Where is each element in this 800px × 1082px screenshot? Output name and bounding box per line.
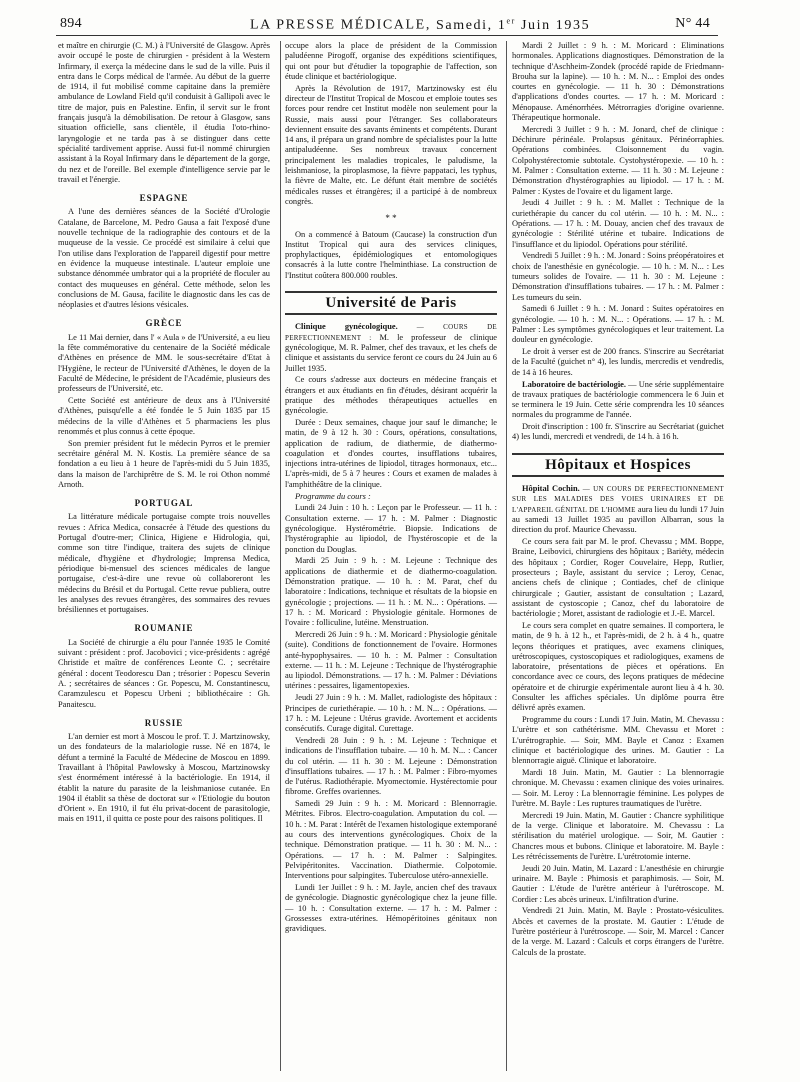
paragraph: Droit d'inscription : 100 fr. S'inscrire au Secrétariat (guichet 4) les lundi, mercredi et vendredi, de 14 h. à 16 h. (512, 422, 724, 442)
paragraph-lead: Hôpital Cochin. — UN COURS DE PERFECTIONNEMENT SUR LES MALADIES DES VOIES URINAIRES ET DE L'APPAREIL GÉNITAL DE L'HOMME aura lieu du lundi 17 Juin au samedi 13 Juillet 1935 au pavillon Albarran, sous la direction du prof. Maurice Chevassu. (512, 484, 724, 535)
paragraph: Lundi 1er Juillet : 9 h. : M. Jayle, ancien chef des travaux de gynécologie. Diagnostic gynécologique chez la jeune fille. — 10 h. : Consultation externe. — 17 h. : M. Palmer : Grossesses extra-utérines. Hémopéritoines génitaux non gravidiques. (285, 883, 497, 934)
paragraph: Lundi 24 Juin : 10 h. : Leçon par le Professeur. — 11 h. : Consultation externe. — 17 h. : M. Palmer : Diagnostic gynécologique. Hystérométrie. Biopsie. Indications de l'hystérographie au lipiodol, de l'hystéroscopie et de la ponction du Douglas. (285, 503, 497, 554)
page-header (60, 14, 710, 34)
paragraph: Mardi 25 Juin : 9 h. : M. Lejeune : Technique des applications de diathermie et de diathermo-coagulation. Démonstration pratique. — 10 h. : M. Parat, chef du laboratoire : Indications, technique et résultats de la biopsie en gynécologie ; projections. — 11 h. : M. N... : Opérations. — 17 h. : M. Moricard : Physiologie génitale. Hormones de l'ovaire : folliculine, lutéine. Menstruation. (285, 556, 497, 628)
programme-label: Programme du cours : (295, 491, 371, 501)
paragraph: Le droit à verser est de 200 francs. S'inscrire au Secrétariat de la Faculté (guichet n° 4), les lundis, mercredis et vendredis, de 14 à 16 heures. (512, 347, 724, 377)
paragraph: A l'une des dernières séances de la Société d'Urologie Catalane, de Barcelone, M. Pedro Gausa a fait l'exposé d'une nouvelle technique de la radiographie des contours et de la muqueuse de la vessie. Ce procédé est similaire à celui que l'on utilise dans l'exploration de l'appareil digestif pour mettre en évidence la muqueuse intestinale. L'auteur emploie une substance dénommée umbrator qui a la propriété de floculer au contact des muqueuses en général. Cette méthode, selon les conclusions de M. Gausa, facilite le diagnostic dans les cas de néoplasies et d'autres lésions vésicales. (58, 207, 270, 310)
paragraph: Le 11 Mai dernier, dans l' « Aula » de l'Université, a eu lieu la fête commémorative du centenaire de la Société médicale d'Athènes en présence de MM. le sous-secrétaire d'Etat à l'Hygiène, le recteur de l'Université d'Athènes, le doyen de la Faculté de Médecine, le président de l'Académie, plusieurs des professeurs de l'Université, etc. (58, 332, 270, 394)
section-title-hopitaux: Hôpitaux et Hospices (512, 453, 724, 477)
paragraph: occupe alors la place de président de la Commission paludéenne Pirogoff, organise des expéditions scientifiques, qui ont pour but d'étudier la topographie de l'affection, son étude clinique et bactériologique. (285, 41, 497, 81)
paragraph: Mercredi 19 Juin. Matin, M. Gautier : Chancre syphilitique de la verge. Clinique et laboratoire. M. Chevassu : La stérilisation du matériel urologique. — Soir, M. Gautier : Chancres mous et bubons. Clinique et laboratoire. M. Bayle : Les rétrécissements de l'urètre. L'urétrotomie interne. (512, 810, 724, 861)
paragraph: Jeudi 27 Juin : 9 h. : M. Mallet, radiologiste des hôpitaux : Principes de curiethérapie. — 10 h. : M. N... : Opérations. — 17 h. : M. Lejeune : Utérus gravide. Avortement et accidents consécutifs. Curage digital. Curettage. (285, 693, 497, 734)
paragraph: Ce cours sera fait par M. le prof. Chevassu ; MM. Boppe, Braine, Leibovici, chirurgiens des hôpitaux ; Bariéty, médecin des hôpitaux ; Cordier, Roger Couvelaire, Hepp, Rutlier, prosecteurs ; Bayle, assistant du service ; Leroy, Cenac, anciens chefs de clinique ; Contiades, chef de clinique chirurgicale ; Gautier, assistant de consultation ; Lazard, assistant de cystoscopie ; Canoz, chef du laboratoire de bactériologie ; Moret, assistant de radiologie et J.-E. Marcel. (512, 537, 724, 619)
paragraph: La Société de chirurgie a élu pour l'année 1935 le Comité suivant : président : prof. Jacobovici ; vice-présidents : agrégé Christide et maître de conférences Leonte C. ; secrétaire général : docent Teodorescu Dan ; trésorier : Popescu Severin A. ; secrétaires de séances : Gr. Popescu, M. Constantinescu, Caramzulescu et Popescu Urbeni ; bibliothécaire : Gh. Panaitescu. (58, 637, 270, 709)
issue-date: Samedi, 1er Juin 1935 (436, 16, 591, 33)
column-1 (58, 41, 270, 826)
paragraph: Programme du cours : Lundi 17 Juin. Matin, M. Chevassu : L'urètre et son cathétérisme. MM. Chevassu et Moret : L'urétrographie. — Soir, MM. Bayle et Canoz : Examen clinique et bactériologique des urines. M. Gautier : La blennorragie aiguë. Clinique et laboratoire. (512, 715, 724, 766)
section-heading: ROUMANIE (134, 623, 194, 634)
paragraph: Vendredi 21 Juin. Matin, M. Bayle : Prostato-vésiculites. Abcès et cavernes de la prostate. M. Gautier : L'étude de l'urètre postérieur à l'urétroscope. — Soir, M. Marcel : Cancer de la verge. M. Lazard : Calculs et corps étrangers de l'urètre. Calculs de la prostate. (512, 906, 724, 957)
section-heading: ESPAGNE (139, 193, 189, 204)
column-divider (280, 41, 281, 1071)
issue-number: N° 44 (675, 16, 710, 31)
paragraph: Durée : Deux semaines, chaque jour sauf le dimanche; le matin, de 9 à 12 h. 30 : Cours, opérations, consultations, application de radium, de diathermie, de diathermo-coagulation et d'ondes courtes, insufflations tubaires, injections intra-utérines de lipiodol, titrages hormonaux, etc... L'après-midi, de 5 à 7 heures : Cours et examen de malades à l'amphithéâtre de la clinique. (285, 418, 497, 489)
paragraph: Samedi 29 Juin : 9 h. : M. Moricard : Blennorragie. Métrites. Fibros. Electro-coagulation. Amputation du col. — 10 h. : M. Parat : Intérêt de l'examen histologique extemporané au cours des interventions gynécologiques. Choix de la technique. Démonstration pratique. — 11 h. 30 : M. N... : Opérations. — 17 h. : M. Palmer : Salpingites. Pelvipéritonites. Vaccination. Diathermie. Colpotomie. Interventions pour salpingites. Tuberculose utéro-annexielle. (285, 799, 497, 881)
header-rule (56, 35, 718, 36)
paragraph: L'an dernier est mort à Moscou le prof. T. J. Martzinowsky, un des fondateurs de la malariologie russe. Né en 1874, le défunt a terminé la Faculté de Médecine de Moscou en 1899. Travaillant à l'hôpital Pawlowsky à Moscou, Martzinowsky s'est énormément intéressé à la bactériologie. En 1914, il établit la nature du parasite de la leishmaniose cutanée. En 1904 il établit sa thèse de doctorat sur « l'Etiologie du bouton d'Orient ». En 1910, il fut élu privat-docent de parasitologie, mais en 1911, il quitta ce poste pour des raisons politiques. Il (58, 732, 270, 824)
section-title-universite: Université de Paris (285, 291, 497, 315)
paragraph: Mercredi 3 Juillet : 9 h. : M. Jonard, chef de clinique : Déchirure périnéale. Prolapsus génitaux. Périnéorraphies. Opérations combinées. Cloisonnement du vagin. Colpohystérectomie subtotale. Cystohystéropexie. — 10 h. : M. Palmer : Consultation externe. — 11 h. 30 : M. Lejeune : Démonstration d'hystérographies au lipiodol. — 17 h. : M. Palmer : Kystes de l'ovaire et du ligament large. (512, 124, 724, 196)
section-heading: PORTUGAL (134, 498, 194, 509)
section-heading: GRÈCE (145, 318, 183, 329)
paragraph: On a commencé à Batoum (Caucase) la construction d'un Institut Tropical qui aura des services cliniques, prophylactiques, épidémiologiques et entomologiques consacrés à la lutte contre l'helminthiase. La construction de l'Institut coûtera 800.000 roubles. (285, 229, 497, 280)
column-3 (512, 41, 724, 959)
paragraph: Samedi 6 Juillet : 9 h. : M. Jonard : Suites opératoires en gynécologie. — 10 h. : M. N... : Opérations. — 17 h. : M. Palmer : Les symptômes gynécologiques et leur traitement. La douleur en gynécologie. (512, 304, 724, 345)
separator-asterisks: * * (385, 213, 397, 224)
item-title: Hôpital Cochin. (522, 484, 580, 494)
paragraph: Mardi 2 Juillet : 9 h. : M. Moricard : Eliminations hormonales. Applications diagnostiques. Démonstration de la technique d'Aschheim-Zondek (procédé rapide de Friedmann-Brouha sur la lapine). — 10 h. : M. N... : Emploi des ondes courtes en gynécologie. — 11 h. 30 : Démonstrations d'applications d'ondes courtes. — 17 h. : M. Moricard : Ménopause. Aménorrhées. Métrorragies d'origine ovarienne. Thérapeutique hormonale. (512, 41, 724, 123)
paragraph: Jeudi 4 Juillet : 9 h. : M. Mallet : Technique de la curiethérapie du cancer du col utérin. — 10 h. : M. N... : Opérations. — 17 h. : M. Douay, ancien chef des travaux de gynécologie : Stérilité utérine et tubaire. Indications de l'insufflance et du lipiodol. Opérations pour stérilité. (512, 198, 724, 249)
paragraph: et maître en chirurgie (C. M.) à l'Université de Glasgow. Après avoir occupé le poste de chirurgien - président à la Western Infirmary, il exerça la médecine dans le sud de la ville. Puis il entra dans le Corps médical de l'armée. Au début de la guerre de 1914, il fut mobilisé comme capitaine dans la première ambulance de Lowland Field qu'il conduisit à Gallipoli avec le titre de major, puis en Palestine. Enfin, il servit sur le front français jusqu'à la démobilisation. De retour à Glasgow, sans situation officielle, sans clientèle, il étudia l'oto-rhino-laryngologie et ne tarda pas à se distinguer dans cette spécialité tardivement apprise. Aussi fut-il nommé chirurgien assistant à la Royal Infirmary dans le département de la gorge, du nez et de l'oreille. Bel exemple d'intelligence servie par le travail et l'énergie. (58, 41, 270, 184)
section-heading: RUSSIE (144, 717, 184, 728)
paragraph: Après la Révolution de 1917, Martzinowsky est élu directeur de l'Institut Tropical de Moscou et emploie toutes ses forces pour rendre cet Institut modèle non seulement pour la Russie, mais aussi pour l'étranger. Ses collaborateurs deviennent ensuite des savants éminents et compétents. Durant 14 ans, il prépara un grand nombre de spécialistes pour la lutte antipaludéenne. Ses nombreux travaux concernent principalement les maladies tropicales, le paludisme, la leishmaniose, la piroplasmose, la fièvre pappataci, les typhus, la fièvre de Malte, etc. Le défunt était membre de sociétés médicales russes et étrangères; il a participé à de nombreux congrès. (285, 83, 497, 206)
paragraph: Mercredi 26 Juin : 9 h. : M. Moricard : Physiologie génitale (suite). Conditions de fonctionnement de l'ovaire. Hormones anté-hypophysaires. — 10 h. : M. Palmer : Consultation externe. — 11 h. : M. Lejeune : Technique de l'hystérographie au lipiodol. Démonstrations. — 17 h. : M. Palmer : Déviations utérines : pessaires, ligamentopexies. (285, 629, 497, 691)
paragraph: Vendredi 5 Juillet : 9 h. : M. Jonard : Soins préopératoires et choix de l'anesthésie en gynécologie. — 10 h. : M. N... : Les tumeurs solides de l'ovaire. — 11 h. 30 : M. Lejeune : Démonstration d'insufflations tubaires. — 17 h. : M. Palmer : Les tumeurs du sein. (512, 251, 724, 302)
page-number: 894 (60, 16, 82, 31)
column-divider (506, 41, 507, 1071)
paragraph: Cette Société est antérieure de deux ans à l'Université d'Athènes, puisqu'elle a été fondée le 5 Juin 1835 par 15 médecins de la ville d'Athènes et 5 pharmaciens les plus renommés et plus connus à cette époque. (58, 396, 270, 436)
column-2 (285, 41, 497, 936)
item-title: Clinique gynécologique. (295, 322, 398, 332)
paragraph: Le cours sera complet en quatre semaines. Il comportera, le matin, de 9 h. à 12 h., et l'après-midi, de 2 h. à 4 h., quatre leçons théoriques et pratiques, avec examens cliniques, urétroscopiques, cystoscopiques et radiologiques, examens de laboratoire, présentations de pièces et opérations. En concordance avec ce cours, des leçons pratiques de médecine opératoire et de chirurgie expérimentale auront lieu à 4 h. 30. Consulter les affiches spéciales. Un diplôme pourra être délivré après examen. (512, 620, 724, 713)
paragraph: Jeudi 20 Juin. Matin, M. Lazard : L'anesthésie en chirurgie urinaire. M. Bayle : Phimosis et paraphimosis. — Soir, M. Gautier : L'étude de l'urètre antérieur à l'urétroscope. M. Cordier : Les abcès urineux. L'infiltration d'urine. (512, 863, 724, 904)
paragraph: Ce cours s'adresse aux docteurs en médecine français et étrangers et aux étudiants en fin d'études, désirant acquérir la pratique des méthodes thérapeutiques actuelles en gynécologie. (285, 375, 497, 416)
paragraph-lead: Clinique gynécologique. — COURS DE PERFECTIONNEMENT : M. le professeur de clinique gynécologique, M. R. Palmer, chef des travaux, et les chefs de clinique et assistants du service feront ce cours du 24 Juin au 6 Juillet 1935. (285, 322, 497, 373)
paragraph-lead: Laboratoire de bactériologie. — Une série supplémentaire de travaux pratiques de bactériologie commencera le 6 Juin et se terminera le 19 Juin. Cette série comprendra les 10 séances normales du programme de l'année. (512, 379, 724, 420)
journal-title-line (250, 16, 590, 34)
paragraph: Vendredi 28 Juin : 9 h. : M. Lejeune : Technique et indications de l'insufflation tubaire. — 10 h. M. N... : Cancer du col utérin. — 11 h. 30 : M. Lejeune : Démonstration d'insufflations tubaires. — 17 h. : M. Palmer : Fibro-myomes de l'utérus. Radiothérapie. Myomectomie. Hystérectomie pour fibrome. Greffes ovariennes. (285, 735, 497, 797)
item-title: Laboratoire de bactériologie. (522, 379, 626, 389)
paragraph: La littérature médicale portugaise compte trois nouvelles revues : Africa Medica, consacrée à l'étude des questions du Portugal d'outre-mer; Clinica, Higiene e Hidrologia, qui, comme son titre l'indique, traitera des sujets de clinique médicale, d'hygiène et d'hydrologie; Imprensa Medica, périodique bi-mensuel des sciences médicales de langue portugaise, c'est-à-dire une revue où collaboreront les médecins du Brésil et du Portugal. Cette revue publiera, outre les analyses des revues étrangères, des sommaires des revues brésiliennes et portugaises. (58, 512, 270, 615)
journal-name: LA PRESSE MÉDICALE, (250, 17, 431, 33)
paragraph: Son premier président fut le médecin Pyrros et le premier secrétaire général M. N. Kostis. La première séance de sa fondation a eu lieu à 1 heure de l'après-midi du 5 Juin 1835, dans la maison de l'archiprêtre de S. M. le roi Othon nommé Arnoth. (58, 438, 270, 489)
paragraph: Mardi 18 Juin. Matin, M. Gautier : La blennorragie chronique. M. Chevassu : examen clinique des voies urinaires. — Soir. M. Leroy : La blennorragie féminine. Les polypes de l'urètre. M. Bayle : Les ruptures traumatiques de l'urètre. (512, 768, 724, 808)
